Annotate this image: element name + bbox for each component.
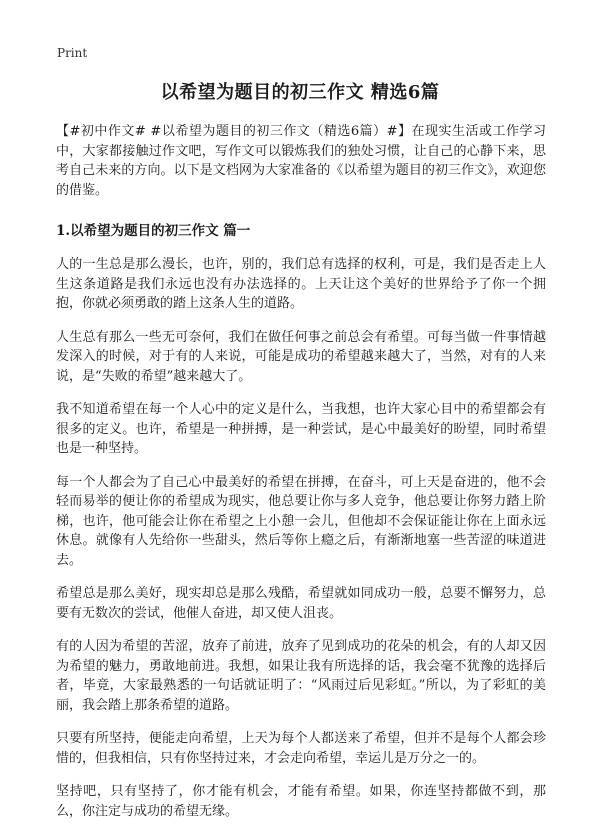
paragraph-2: 人生总有那么一些无可奈何，我们在做任何事之前总会有希望。可每当做一件事情越发深入的时候，对于有的人来说，可能是成功的希望越来越大了，当然，对有的人来说，是“失败的希望”越来越大了。 [56, 329, 546, 384]
paragraph-1: 人的一生总是那么漫长，也许，别的，我们总有选择的权利，可是，我们是否走上人生这条道路是我们永远也没有办法选择的。上天让这个美好的世界给予了你一个拥抱，你就必须勇敢的踏上这条人生的道路。 [56, 257, 546, 311]
print-link[interactable]: Print [57, 46, 88, 60]
paragraph-3: 我不知道希望在每一个人心中的定义是什么，当我想，也许大家心目中的希望都会有很多的定义。也许，希望是一种拼搏，是一种尝试，是心中最美好的盼望，同时希望也是一种坚持。 [56, 402, 546, 456]
article-body [56, 122, 546, 835]
intro-paragraph: 【#初中作文# #以希望为题目的初三作文（精选6篇）#】在现实生活或工作学习中，大家都接触过作文吧，写作文可以锻炼我们的独处习惯，让自己的心静下来，思考自己未来的方向。以下是文档网为大家准备的《以希望为题目的初三作文》，欢迎您的借鉴。 [56, 124, 546, 198]
page-title: 以希望为题目的初三作文 精选6篇 [160, 82, 440, 103]
paragraph-8: 坚持吧，只有坚持了，你才能有机会，才能有希望。如果，你连坚持都做不到，那么，你注定与成功的希望无缘。 [56, 784, 546, 819]
paragraph-7: 只要有所坚持，便能走向希望，上天为每个人都送来了希望，但并不是每个人都会珍惜的，但我相信，只有你坚持过来，才会走向希望，幸运儿是万分之一的。 [56, 731, 546, 766]
paragraph-4: 每一个人都会为了自己心中最美好的希望在拼搏，在奋斗，可上天是奋进的，他不会轻而易举的便让你的希望成为现实，他总要让你与多人竞争，他总要让你努力踏上阶梯，也许，他可能会让你在希望之上小憩一会儿，但他却不会保证能让你在上面永远休息。就像有人先给你一些甜头，然后等你上瘾之后，有渐渐地塞一些苦涩的味道进去。 [56, 474, 546, 568]
section-heading: 1.以希望为题目的初三作文 篇一 [56, 223, 251, 239]
paragraph-6: 有的人因为希望的苦涩，放弃了前进，放弃了见到成功的花朵的机会，有的人却又因为希望的魅力，勇敢地前进。我想，如果让我有所选择的话，我会毫不犹豫的选择后者，毕竟，大家最熟悉的一句话就证明了：“风雨过后见彩虹。”所以，为了彩虹的美丽，我会踏上那条希望的道路。 [56, 639, 546, 713]
paragraph-5: 希望总是那么美好，现实却总是那么残酷，希望就如同成功一般，总要不懈努力，总要有无数次的尝试，他催人奋进，却又使人沮丧。 [56, 586, 546, 621]
